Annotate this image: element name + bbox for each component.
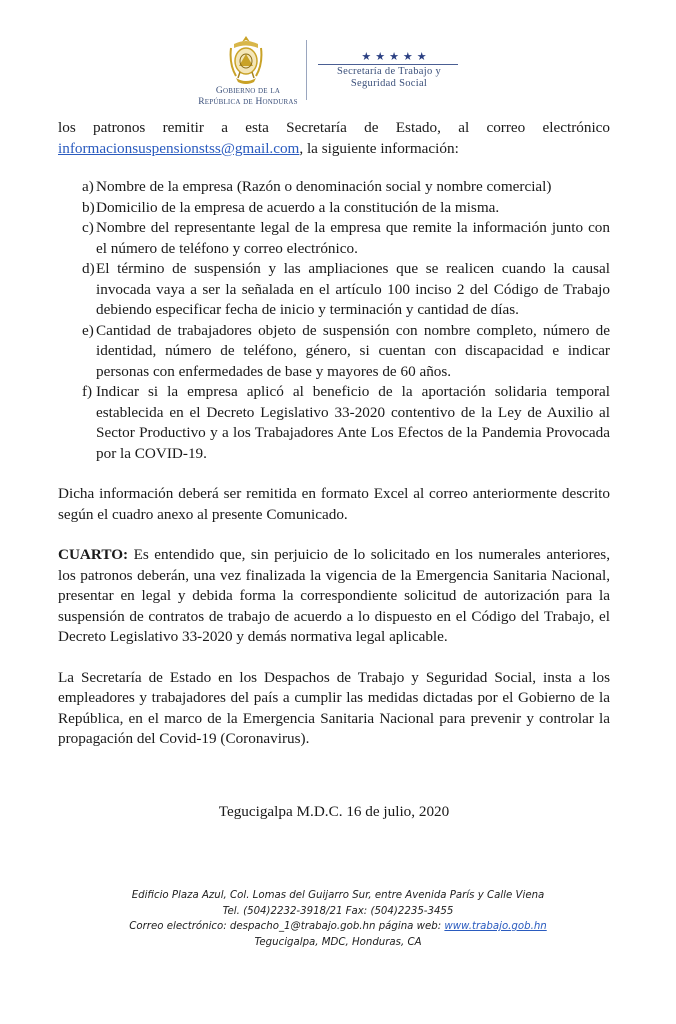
website-link[interactable]: www.trabajo.gob.hn bbox=[444, 921, 547, 932]
footer-city: Tegucigalpa, MDC, Honduras, CA bbox=[254, 936, 422, 948]
government-name: Gobierno de la República de Honduras bbox=[198, 86, 298, 107]
letterhead bbox=[0, 0, 676, 120]
footer-contact: Correo electrónico: despacho_1@trabajo.gob.hn página web: www.trabajo.gob.hn bbox=[129, 921, 547, 932]
letter-footer bbox=[80, 888, 596, 950]
list-item: e) Cantidad de trabajadores objeto de suspensión con nombre completo, número de identidad, número de teléfono, género, si cuentan con discapacidad e indicar personas con enfermedades de base y mayores de 60 años. bbox=[82, 321, 610, 380]
document-body bbox=[58, 118, 610, 822]
ministry-stars: ★★★★★ bbox=[361, 50, 431, 63]
cuarto-paragraph: CUARTO: Es entendido que, sin perjuicio de lo solicitado en los numerales anteriores, los patronos deberán, una vez finalizada la vigencia de la Emergencia Sanitaria Nacional, presentar en legal y debida forma la correspondiente solicitud de autorización para la suspensión de contratos de trabajo de acuerdo a lo dispuesto en el Código del Trabajo, el Decreto Legislativo 33-2020 y demás normativa legal aplicable. bbox=[58, 546, 610, 645]
list-item: d) El término de suspensión y las ampliaciones que se realicen cuando la causal invocada vaya a ser la señalada en el artículo 100 inciso 2 del Código de Trabajo debiendo especificar fecha de inicio y terminación y cantidad de días. bbox=[82, 260, 610, 318]
honduras-coat-of-arms-icon bbox=[228, 34, 264, 86]
cuarto-label: CUARTO: bbox=[58, 546, 129, 563]
document-date: Tegucigalpa M.D.C. 16 de julio, 2020 bbox=[218, 802, 450, 820]
list-item: b) Domicilio de la empresa de acuerdo a la constitución de la misma. bbox=[82, 198, 500, 216]
header-divider bbox=[306, 40, 307, 100]
list-item: f) Indicar si la empresa aplicó al beneficio de la aportación solidaria temporal establecida en el Decreto Legislativo 33-2020 contentivo de la Ley de Auxilio al Sector Productivo y a los Trabajadores Ante Los Efectos de la Pandemia Provocada por la COVID-19. bbox=[82, 383, 610, 462]
intro-paragraph: los patronos remitir a esta Secretaría de Estado, al correo electrónico informacionsuspensionstss@gmail.com, la siguiente información: bbox=[58, 119, 610, 157]
suspension-email-link[interactable]: informacionsuspensionstss@gmail.com bbox=[58, 139, 300, 157]
requirements-list bbox=[58, 177, 610, 464]
ministry-name: Secretaría de Trabajo y Seguridad Social bbox=[337, 66, 441, 89]
ministry-rule bbox=[318, 64, 458, 65]
footer-phones: Tel. (504)2232-3918/21 Fax: (504)2235-3455 bbox=[222, 905, 454, 917]
closing-paragraph: La Secretaría de Estado en los Despachos de Trabajo y Seguridad Social, insta a los empleadores y trabajadores del país a cumplir las medidas dictadas por el Gobierno de la República, en el marco de la Emergencia Sanitaria Nacional para prevenir y controlar la propagación del Covid-19 (Coronavirus). bbox=[58, 668, 610, 747]
list-item: a) Nombre de la empresa (Razón o denominación social y nombre comercial) bbox=[82, 178, 552, 195]
list-item: c) Nombre del representante legal de la empresa que remite la información junto con el número de teléfono y correo electrónico. bbox=[82, 219, 610, 257]
excel-format-paragraph: Dicha información deberá ser remitida en formato Excel al correo anteriormente descrito según el cuadro anexo al presente Comunicado. bbox=[58, 485, 610, 523]
footer-address: Edificio Plaza Azul, Col. Lomas del Guijarro Sur, entre Avenida París y Calle Viena bbox=[131, 890, 545, 901]
